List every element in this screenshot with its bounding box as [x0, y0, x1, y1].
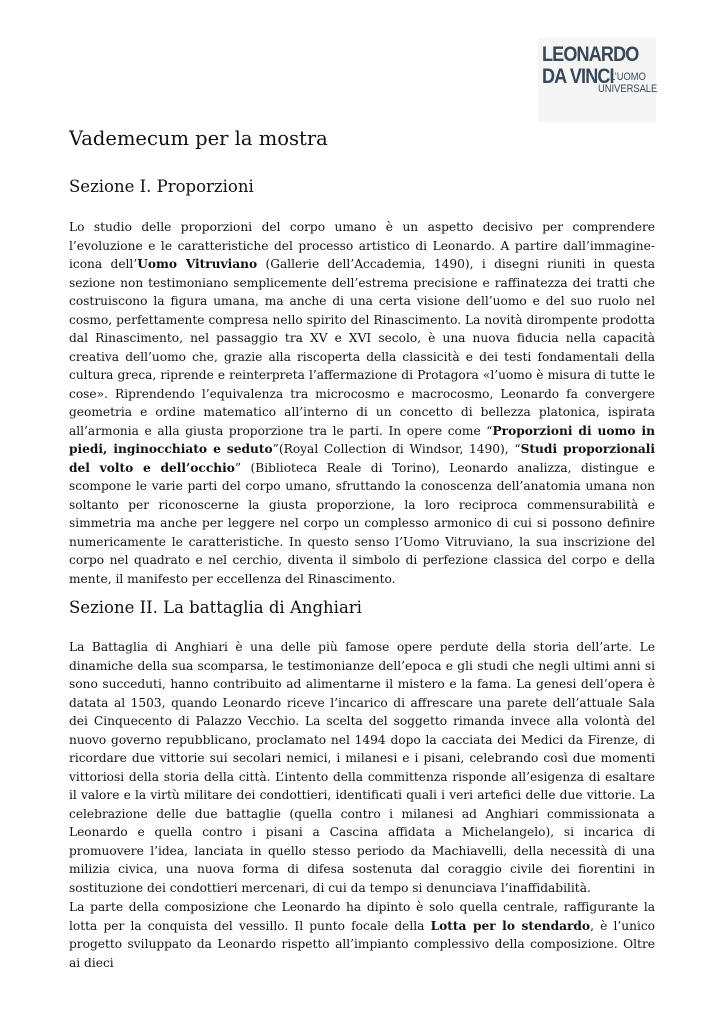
bold-work-title: Lotta per lo stendardo [430, 918, 591, 933]
page-title: Vademecum per la mostra [69, 127, 328, 150]
text-run: Lo studio delle proporzioni del corpo umano è un aspetto decisivo per comprendere l’evoluzione e le caratteristiche del processo artistico di Leonardo. A partire dall’immagine-icona dell’ [69, 220, 655, 271]
bold-work-title: Proporzioni di uomo in piedi, inginocchiato e seduto [69, 423, 655, 456]
section-2-paragraph-2 [69, 898, 655, 972]
logo-line-da-vinci: DA VINCI [542, 65, 614, 88]
text-run: La parte della composizione che Leonardo ha dipinto è solo quella centrale, raffigurante la lotta per la conquista del vessillo. Il punto focale della [69, 900, 655, 933]
exhibition-logo [538, 38, 656, 122]
logo-line-universale: UNIVERSALE [598, 83, 658, 95]
text-run: ”(Royal Collection di Windsor, 1490), “ [272, 442, 521, 456]
text-run: ” (Biblioteca Reale di Torino), Leonardo analizza, distingue e scompone le varie parti del corpo umano, sfruttando la conoscenza dell’anatomia umana non soltanto per riconoscerne la giusta proporzione, la loro reciproca commensurabilità e simmetria ma anche per leggere nel corpo un complesso armonico di cui si possono definire numericamente le caratteristiche. In questo senso l’Uomo Vitruviano, la sua inscrizione del corpo nel quadrato e nel cerchio, diventa il simbolo di perfezione classica del corpo e della mente, il manifesto per eccellenza del Rinascimento. [69, 460, 655, 586]
logo-line-leonardo: LEONARDO [542, 43, 639, 66]
text-run: , è l’unico progetto sviluppato da Leonardo rispetto all’impianto complessivo della composizione. Oltre ai dieci [69, 918, 656, 970]
text-run: (Gallerie dell’Accademia, 1490), i disegni riuniti in questa sezione non testimoniano semplicemente dell’estrema precisione e raffinatezza dei tratti che costruiscono la figura umana, ma anche di una certa visione dell’uomo e del suo ruolo nel cosmo, perfettamente compresa nello spirito del Rinascimento. La novità dirompente prodotta dal Rinascimento, nel passaggio tra XV e XVI secolo, è una nuova fiducia nella capacità creativa dell’uomo che, grazie alla riscoperta della classicità e dei testi fondamentali della cultura greca, riprende e reinterpreta l’affermazione di Protagora «l’uomo è misura di tutte le cose». Riprendendo l’equivalenza tra microcosmo e macrocosmo, Leonardo fa convergere geometria e ordine matematico all’interno di un concetto di bellezza platonica, ispirata all’armonia e alla giusta proporzione tra le parti. In opere come “ [69, 257, 656, 438]
section-2-heading: Sezione II. La battaglia di Anghiari [69, 598, 362, 617]
section-1-heading: Sezione I. Proporzioni [69, 177, 254, 196]
logo-line-luomo: L’UOMO [610, 71, 646, 83]
bold-work-title: Uomo Vitruviano [137, 257, 258, 271]
bold-work-title: Studi proporzionali del volto e dell’occhio [69, 442, 655, 475]
section-2-paragraph-1: La Battaglia di Anghiari è una delle più famose opere perdute della storia dell’arte. Le dinamiche della sua scomparsa, le testimonianze dell’epoca e gli studi che negli ultimi anni si sono succeduti, hanno contribuito ad alimentarne il mistero e la fama. La genesi dell’opera è datata al 1503, quando Leonardo riceve l’incarico di affrescare una parete dell’attuale Sala dei Cinquecento di Palazzo Vecchio. La scelta del soggetto rimanda invece alla volontà del nuovo governo repubblicano, proclamato nel 1494 dopo la cacciata dei Medici da Firenze, di ricordare due vittorie sui secolari nemici, i milanesi e i pisani, celebrando così due momenti vittoriosi della storia della città. L’intento della committenza risponde all’esigenza di esaltare il valore e la virtù militare dei condottieri, identificati quali i veri artefici delle due vittorie. La celebrazione delle due battaglie (quella contro i milanesi ad Anghiari commissionata a Leonardo e quella contro i pisani a Cascina affidata a Michelangelo), si incarica di promuovere l’idea, lanciata in quello stesso periodo da Machiavelli, della necessità di una milizia civica, una nuova forma di difesa sostenuta dal coraggio civile dei fiorentini in sostituzione dei condottieri mercenari, di cui da tempo si denunciava l’inaffidabilità. [69, 640, 655, 895]
section-1-paragraph [69, 218, 655, 588]
